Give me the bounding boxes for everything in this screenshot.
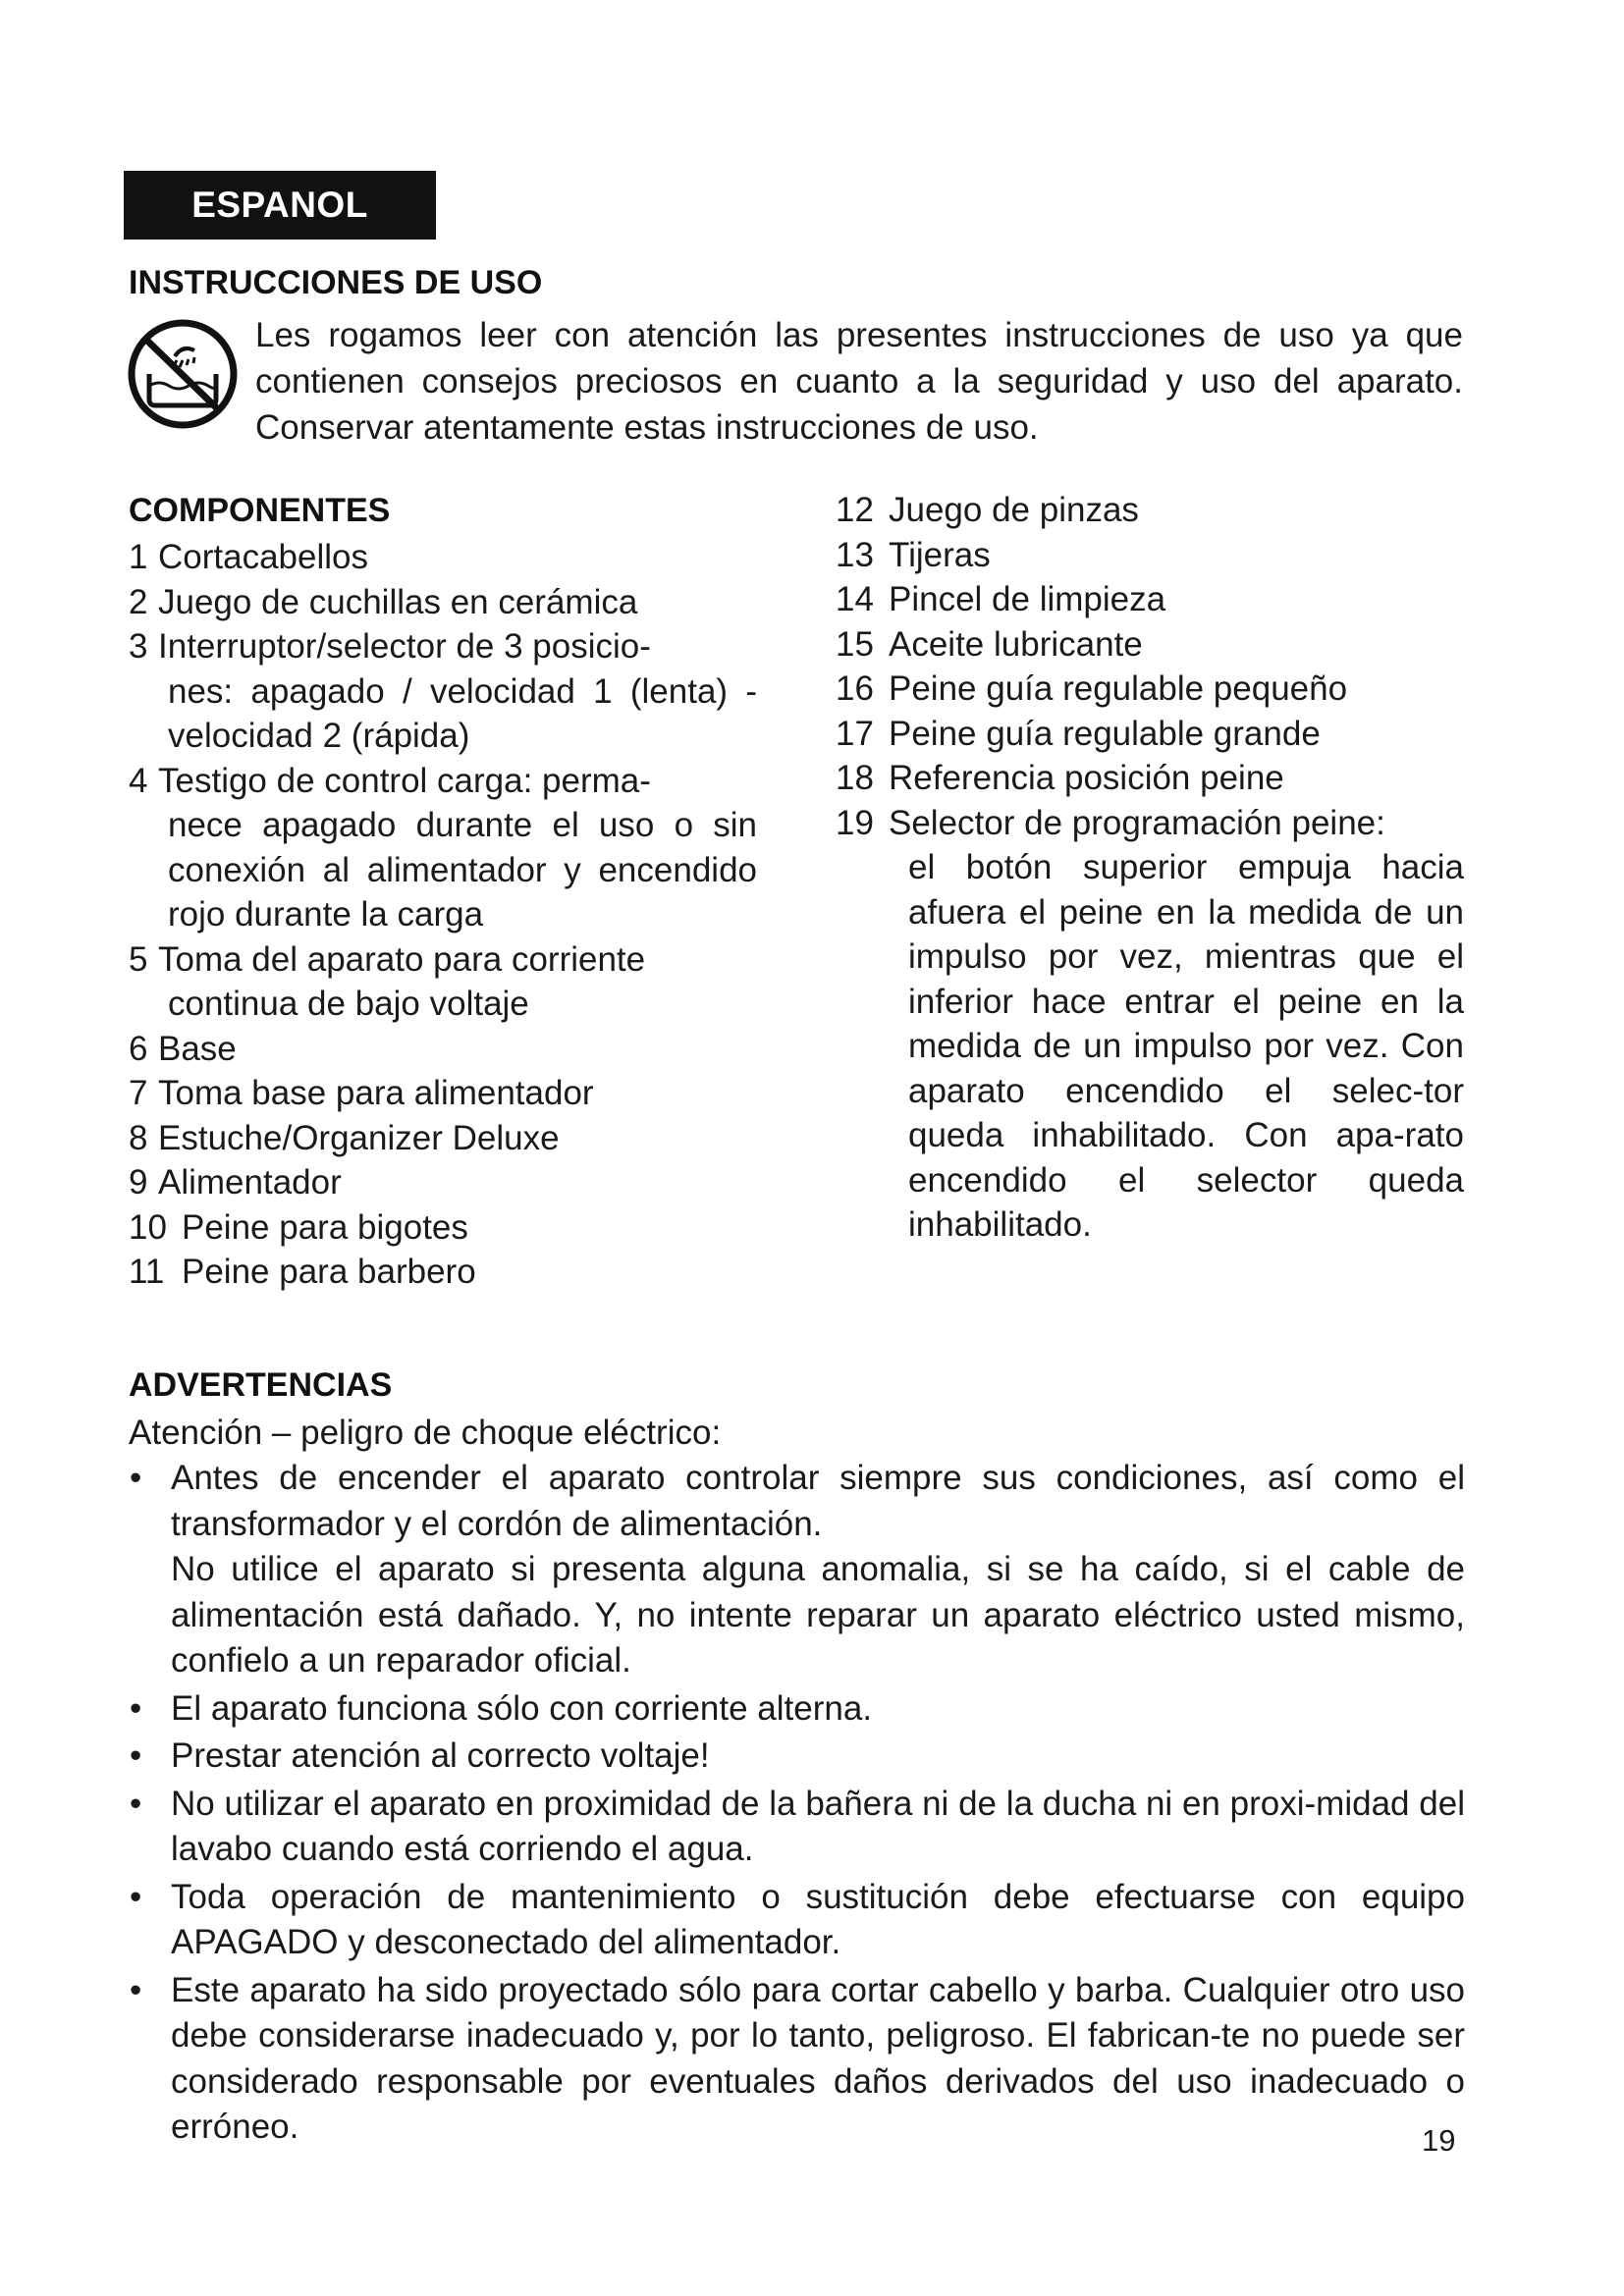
list-item: • No utilizar el aparato en proximidad de la bañera ni de la ducha ni en proxi-midad del lavabo cuando está corriendo el agua. [126, 1782, 1465, 1873]
list-item: • Antes de encender el aparato controlar siempre sus condiciones, así como el transformador y el cordón de alimentación. No utilice el aparato si presenta alguna anomalia, si se ha caído, si el cable de alimentación está dañado. Y, no intente reparar un aparato eléctrico usted mismo, confielo a un reparador oficial. [126, 1456, 1465, 1684]
warnings-list [126, 1456, 1465, 2153]
list-item: 2 Juego de cuchillas en cerámica [129, 582, 638, 621]
list-item: 3 Interruptor/selector de 3 posicio- [129, 627, 651, 666]
list-item: 1 Cortacabellos [129, 538, 368, 576]
list-item: 6 Base [129, 1029, 237, 1068]
list-item: 17 Peine guía regulable grande [836, 714, 1321, 753]
list-item: 10 Peine para bigotes [129, 1207, 468, 1247]
components-list-left [129, 535, 757, 1295]
list-item-continuation: nece apagado durante el uso o sin conexión al alimentador y encendido rojo durante la carga [168, 806, 757, 934]
list-item: 18 Referencia posición peine [836, 759, 1284, 797]
list-item: • Prestar atención al correcto voltaje! [126, 1734, 1465, 1780]
list-item: 12 Juego de pinzas [836, 491, 1139, 529]
list-item: 9 Alimentador [129, 1163, 342, 1201]
list-item-continuation: continua de bajo voltaje [168, 985, 529, 1023]
list-item: 14 Pincel de limpieza [836, 580, 1166, 618]
list-item: 13 Tijeras [836, 535, 991, 574]
warnings-intro: Atención – peligro de choque eléctrico: [129, 1414, 722, 1452]
components-heading: COMPONENTES [129, 492, 391, 529]
list-item: • Este aparato ha sido proyectado sólo para cortar cabello y barba. Cualquier otro uso debe considerarse inadecuado y, por lo tanto, peligroso. El fabrican-te no puede ser considerado responsable por eventuales daños derivados del uso inadecuado o erróneo. [126, 1968, 1465, 2151]
list-item-continuation: nes: apagado / velocidad 1 (lenta) - velocidad 2 (rápida) [168, 671, 757, 755]
list-item: 7 Toma base para alimentador [129, 1074, 594, 1112]
no-water-bath-icon [126, 317, 240, 431]
warnings-heading: ADVERTENCIAS [129, 1366, 393, 1404]
list-item: 15 Aceite lubricante [836, 624, 1143, 664]
list-item-continuation: el botón superior empuja hacia afuera el peine en la medida de un impulso por vez, mientras que el inferior hace entrar el peine en la medida de un impulso por vez. Con aparato encendido el selec-tor queda inhabilitado. Con apa-rato encendido el selector queda inhabilitado. [908, 848, 1464, 1244]
list-item: 16 Peine guía regulable pequeño [836, 669, 1348, 708]
list-item: 4 Testigo de control carga: perma- [129, 761, 651, 800]
components-list-right [836, 488, 1464, 1248]
list-item: 11 Peine para barbero [129, 1253, 476, 1291]
language-tab: ESPANOL [124, 171, 436, 240]
list-item: 8 Estuche/Organizer Deluxe [129, 1118, 560, 1157]
intro-paragraph: Les rogamos leer con atención las presentes instrucciones de uso ya que contienen consejos preciosos en cuanto a la seguridad y uso del aparato. Conservar atentamente estas instrucciones de uso. [255, 316, 1463, 447]
list-item: • Toda operación de mantenimiento o sustitución debe efectuarse con equipo APAGADO y desconectado del alimentador. [126, 1875, 1465, 1966]
list-item: 19 Selector de programación peine: [836, 803, 1385, 842]
page-number: 19 [1422, 2123, 1456, 2158]
instructions-heading: INSTRUCCIONES DE USO [129, 264, 543, 301]
list-item: 5 Toma del aparato para corriente [129, 939, 646, 979]
list-item: • El aparato funciona sólo con corriente alterna. [126, 1686, 1465, 1733]
